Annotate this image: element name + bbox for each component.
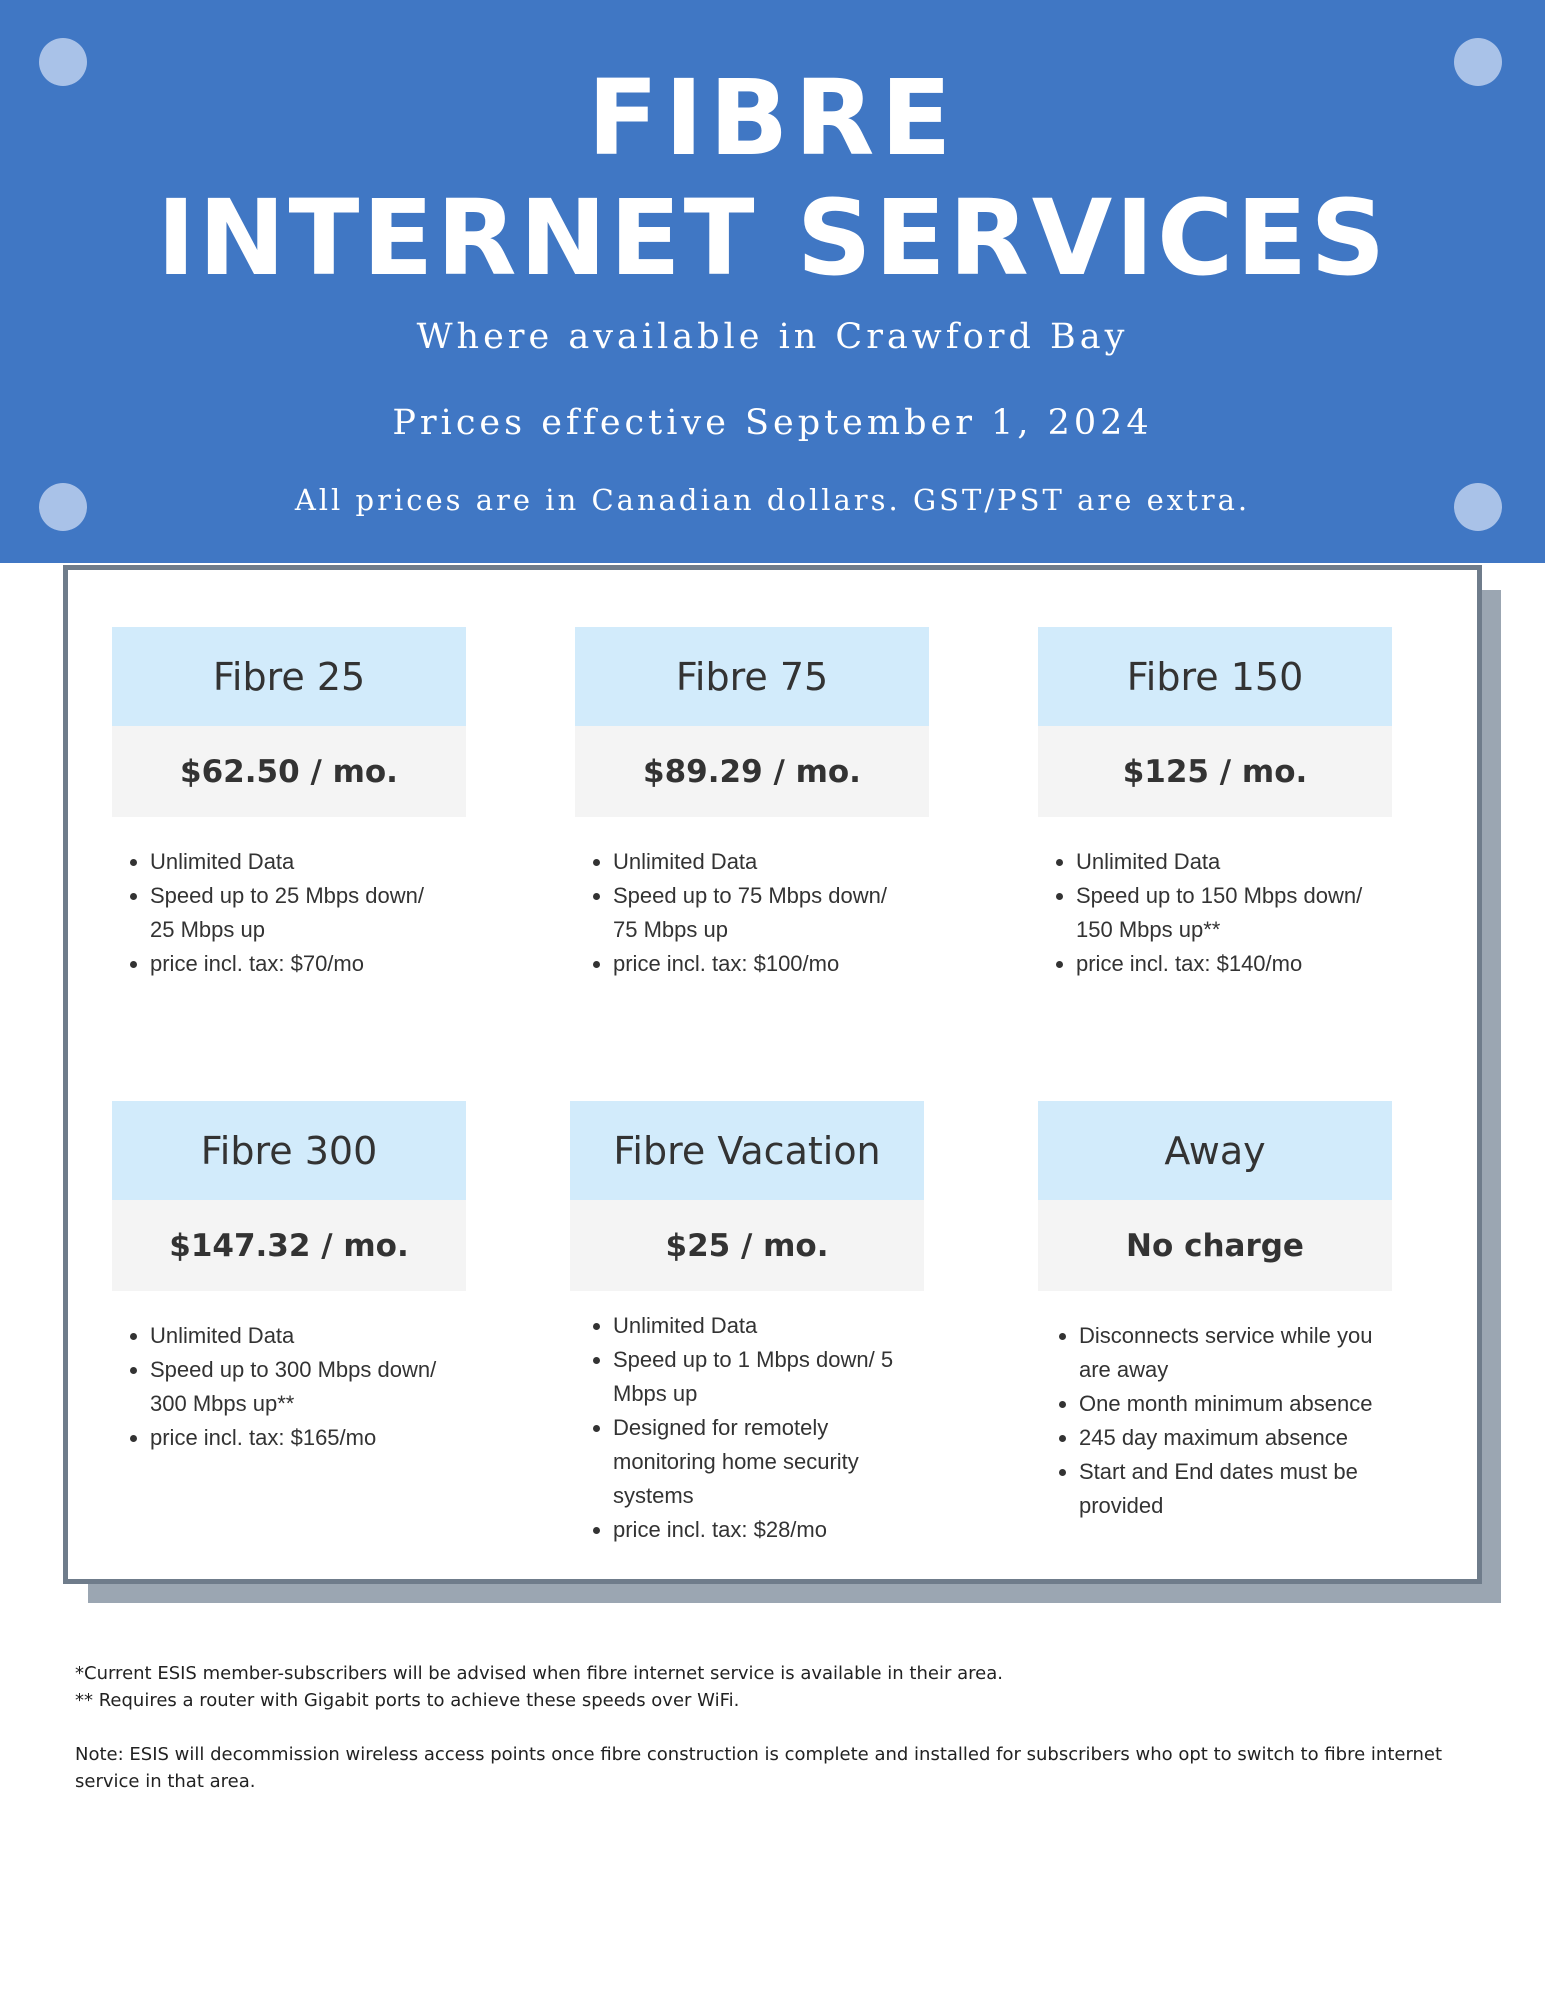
plan-price: $25 / mo. — [570, 1200, 924, 1291]
footnote-router: ** Requires a router with Gigabit ports to achieve these speeds over WiFi. — [75, 1690, 740, 1711]
page-title-line2: INTERNET SERVICES — [156, 177, 1389, 299]
effective-date: Prices effective September 1, 2024 — [392, 403, 1153, 443]
plan-card-fibre-75 — [575, 627, 929, 817]
feature-item: • price incl. tax: $165/mo — [150, 1421, 452, 1455]
feature-item: • Disconnects service while you are away — [1079, 1319, 1381, 1387]
feature-item: • 245 day maximum absence — [1079, 1421, 1381, 1455]
footnote-availability: *Current ESIS member-subscribers will be advised when fibre internet service is available in their area. — [75, 1663, 1003, 1684]
page-title-line1: FIBRE — [587, 57, 958, 179]
plan-name: Fibre 300 — [112, 1101, 466, 1200]
feature-item: • Unlimited Data — [613, 1309, 915, 1343]
plan-card-fibre-300 — [112, 1101, 466, 1291]
feature-item: • price incl. tax: $28/mo — [613, 1513, 915, 1547]
plan-price: $89.29 / mo. — [575, 726, 929, 817]
footnotes — [75, 1660, 1495, 1795]
feature-item: • price incl. tax: $70/mo — [150, 947, 452, 981]
feature-item: • Start and End dates must be provided — [1079, 1455, 1381, 1523]
footnote-decommission: Note: ESIS will decommission wireless access points once fibre construction is complete and installed for subscribers who opt to switch to fibre internet service in that area. — [75, 1744, 1443, 1792]
feature-item: • Unlimited Data — [1076, 845, 1378, 879]
plan-price: $125 / mo. — [1038, 726, 1392, 817]
currency-note: All prices are in Canadian dollars. GST/PST are extra. — [294, 483, 1251, 517]
feature-item: • Speed up to 150 Mbps down/ 150 Mbps up** — [1076, 879, 1378, 947]
plan-features — [112, 1319, 452, 1455]
header-banner — [0, 0, 1545, 563]
feature-item: • price incl. tax: $140/mo — [1076, 947, 1378, 981]
plan-price: $62.50 / mo. — [112, 726, 466, 817]
plan-name: Away — [1038, 1101, 1392, 1200]
plan-price: $147.32 / mo. — [112, 1200, 466, 1291]
feature-item: • price incl. tax: $100/mo — [613, 947, 915, 981]
feature-item: • Speed up to 25 Mbps down/ 25 Mbps up — [150, 879, 452, 947]
plan-name: Fibre 25 — [112, 627, 466, 726]
plan-features — [112, 845, 452, 981]
subtitle: Where available in Crawford Bay — [416, 317, 1129, 357]
plan-card-fibre-25 — [112, 627, 466, 817]
plan-name: Fibre Vacation — [570, 1101, 924, 1200]
plan-card-fibre-vacation — [570, 1101, 924, 1291]
plans-panel — [63, 565, 1482, 1584]
feature-item: • One month minimum absence — [1079, 1387, 1381, 1421]
plan-name: Fibre 75 — [575, 627, 929, 726]
feature-item: • Designed for remotely monitoring home security systems — [613, 1411, 915, 1513]
plan-features — [575, 1309, 915, 1547]
feature-item: • Speed up to 75 Mbps down/ 75 Mbps up — [613, 879, 915, 947]
feature-item: • Unlimited Data — [613, 845, 915, 879]
plan-price: No charge — [1038, 1200, 1392, 1291]
plan-card-fibre-150 — [1038, 627, 1392, 817]
feature-item: • Speed up to 300 Mbps down/ 300 Mbps up** — [150, 1353, 452, 1421]
plan-features — [575, 845, 915, 981]
plan-name: Fibre 150 — [1038, 627, 1392, 726]
feature-item: • Speed up to 1 Mbps down/ 5 Mbps up — [613, 1343, 915, 1411]
plan-card-away — [1038, 1101, 1392, 1291]
plan-features — [1041, 1319, 1381, 1523]
feature-item: • Unlimited Data — [150, 1319, 452, 1353]
feature-item: • Unlimited Data — [150, 845, 452, 879]
plan-features — [1038, 845, 1378, 981]
